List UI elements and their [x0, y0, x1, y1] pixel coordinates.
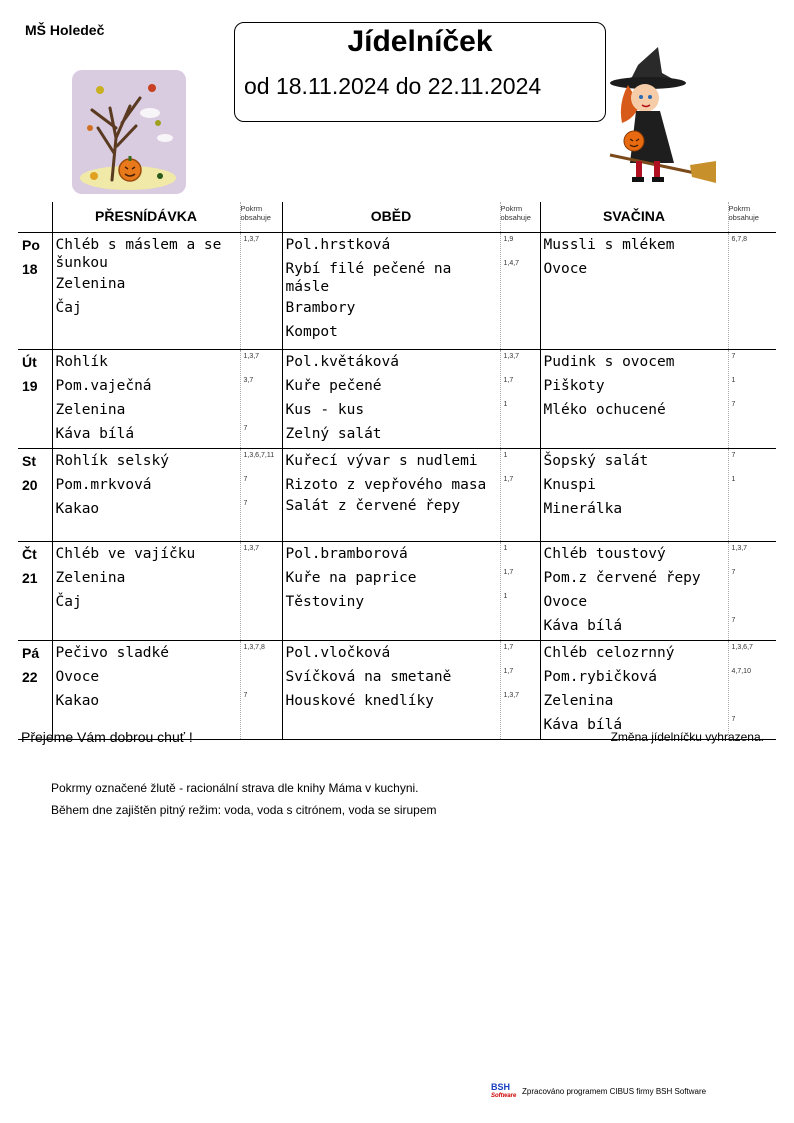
lunch-allergen-cell — [500, 350, 540, 449]
day-label — [18, 449, 52, 542]
lunch-item: Pol.květáková — [285, 354, 399, 370]
day-abbr: Út — [22, 354, 37, 370]
lunch-item: Zelný salát — [285, 426, 382, 442]
snack-allergens: 7 — [731, 401, 736, 408]
day-row — [18, 542, 776, 641]
lunch-item: Brambory — [285, 300, 356, 316]
lunch-cell — [282, 233, 500, 350]
breakfast-allergen-cell — [240, 350, 282, 449]
bon-appetit-text: Přejeme Vám dobrou chuť ! — [21, 729, 193, 745]
breakfast-allergen-header: Pokrm obsahuje — [240, 202, 282, 233]
lunch-allergens: 1,7 — [503, 569, 514, 576]
breakfast-allergens: 1,3,7 — [243, 353, 260, 360]
lunch-item: Kus - kus — [285, 402, 365, 418]
lunch-allergens: 1,3,7 — [503, 353, 520, 360]
lunch-allergens — [501, 323, 540, 347]
breakfast-allergens: 1,3,7,8 — [243, 644, 265, 651]
breakfast-allergens — [241, 590, 282, 614]
lunch-allergens: 1,7 — [503, 668, 514, 675]
breakfast-item: Pečivo sladké — [55, 645, 169, 661]
snack-header: SVAČINA — [540, 202, 728, 233]
snack-item: Knuspi — [543, 477, 596, 493]
lunch-allergens: 1 — [503, 401, 508, 408]
day-number: 22 — [22, 669, 38, 685]
day-number: 18 — [22, 261, 38, 277]
menu-table — [18, 202, 776, 740]
snack-allergen-cell — [728, 350, 776, 449]
lunch-header: OBĚD — [282, 202, 500, 233]
snack-item: Káva bílá — [543, 618, 623, 634]
breakfast-allergens: 7 — [243, 425, 248, 432]
breakfast-item: Čaj — [55, 300, 82, 316]
snack-item: Piškoty — [543, 378, 605, 394]
breakfast-item: Rohlík — [55, 354, 108, 370]
breakfast-allergen-cell — [240, 449, 282, 542]
lunch-cell — [282, 449, 500, 542]
snack-cell — [540, 641, 728, 740]
snack-item: Pudink s ovocem — [543, 354, 675, 370]
breakfast-cell — [52, 542, 240, 641]
breakfast-allergens: 1,3,7 — [243, 236, 260, 243]
lunch-allergens: 1 — [503, 452, 508, 459]
breakfast-item: Pom.vaječná — [55, 378, 152, 394]
snack-item: Zelenina — [543, 693, 614, 709]
breakfast-allergens: 7 — [243, 476, 248, 483]
lunch-allergen-header: Pokrm obsahuje — [500, 202, 540, 233]
lunch-allergens: 1,3,7 — [503, 692, 520, 699]
snack-allergens: 7 — [731, 353, 736, 360]
lunch-item: Salát z červené řepy — [285, 498, 461, 514]
breakfast-item: Zelenina — [55, 276, 126, 292]
lunch-item: Houskové knedlíky — [285, 693, 434, 709]
lunch-allergens: 1 — [503, 545, 508, 552]
breakfast-item: Ovoce — [55, 669, 100, 685]
lunch-item: Pol.bramborová — [285, 546, 408, 562]
lunch-cell — [282, 350, 500, 449]
software-credit: Zpracováno programem CIBUS firmy BSH Software — [522, 1087, 707, 1096]
lunch-item: Kompot — [285, 324, 338, 340]
breakfast-allergens — [241, 275, 282, 299]
breakfast-allergens — [241, 299, 282, 323]
breakfast-allergen-cell — [240, 233, 282, 350]
lunch-item: Kuře na paprice — [285, 570, 417, 586]
day-row — [18, 641, 776, 740]
lunch-allergens: 1 — [503, 593, 508, 600]
breakfast-cell — [52, 641, 240, 740]
rational-diet-note: Pokrmy označené žlutě - racionální strava dle knihy Máma v kuchyni. — [51, 781, 419, 795]
snack-item: Chléb celozrnný — [543, 645, 675, 661]
snack-cell — [540, 350, 728, 449]
breakfast-item: Zelenina — [55, 402, 126, 418]
day-abbr: Pá — [22, 645, 40, 661]
title-box — [234, 22, 606, 122]
lunch-item: Kuřecí vývar s nudlemi — [285, 453, 478, 469]
witch-illustration — [600, 43, 718, 198]
snack-allergen-cell — [728, 233, 776, 350]
breakfast-item: Kakao — [55, 693, 100, 709]
lunch-allergens: 1,7 — [503, 476, 514, 483]
day-number: 21 — [22, 570, 38, 586]
snack-item: Minerálka — [543, 501, 623, 517]
day-number: 20 — [22, 477, 38, 493]
lunch-allergens: 1,7 — [503, 377, 514, 384]
breakfast-cell — [52, 233, 240, 350]
day-row — [18, 233, 776, 350]
snack-item: Ovoce — [543, 261, 588, 277]
breakfast-item: Chléb s máslem a se šunkou — [55, 237, 222, 271]
bsh-logo-sub: Software — [491, 1093, 517, 1099]
snack-allergens: 7 — [731, 452, 736, 459]
snack-allergens — [729, 689, 777, 713]
day-row — [18, 449, 776, 542]
snack-allergen-cell — [728, 542, 776, 641]
lunch-cell — [282, 641, 500, 740]
lunch-item: Kuře pečené — [285, 378, 382, 394]
snack-allergens: 1,3,7 — [731, 545, 748, 552]
snack-allergen-cell — [728, 449, 776, 542]
snack-allergens: 7 — [731, 569, 736, 576]
breakfast-item: Kakao — [55, 501, 100, 517]
snack-allergen-cell — [728, 641, 776, 740]
snack-item: Chléb toustový — [543, 546, 666, 562]
menu-title: Jídelníček — [347, 25, 493, 58]
snack-item: Pom.z červené řepy — [543, 570, 701, 586]
bsh-logo — [491, 1083, 516, 1101]
snack-item: Mléko ochucené — [543, 402, 666, 418]
snack-cell — [540, 233, 728, 350]
snack-allergens: 1,3,6,7 — [731, 644, 753, 651]
lunch-allergen-cell — [500, 233, 540, 350]
lunch-item: Pol.hrstková — [285, 237, 391, 253]
snack-allergens — [729, 590, 777, 614]
breakfast-allergens — [241, 566, 282, 590]
snack-cell — [540, 542, 728, 641]
menu-period: od 18.11.2024 do 22.11.2024 — [244, 73, 542, 99]
day-abbr: St — [22, 453, 36, 469]
lunch-item: Rizoto z vepřového masa — [285, 477, 487, 493]
breakfast-item: Rohlík selský — [55, 453, 169, 469]
breakfast-cell — [52, 449, 240, 542]
lunch-item: Svíčková na smetaně — [285, 669, 452, 685]
menu-header-row — [18, 202, 776, 233]
lunch-item: Rybí filé pečené na másle — [285, 261, 452, 295]
snack-allergens: 6,7,8 — [731, 236, 748, 243]
lunch-allergens — [501, 422, 540, 446]
snack-allergens: 7 — [731, 716, 736, 723]
day-number: 19 — [22, 378, 38, 394]
breakfast-allergen-cell — [240, 641, 282, 740]
menu-change-note: Změna jídelníčku vyhrazena. — [610, 730, 764, 744]
breakfast-allergen-cell — [240, 542, 282, 641]
lunch-item: Těstoviny — [285, 594, 365, 610]
day-label — [18, 350, 52, 449]
snack-item: Káva bílá — [543, 717, 623, 733]
breakfast-allergens: 7 — [243, 692, 248, 699]
snack-item: Šopský salát — [543, 453, 649, 469]
breakfast-allergens: 1,3,6,7,11 — [243, 452, 275, 459]
snack-allergens: 7 — [731, 617, 736, 624]
lunch-allergen-cell — [500, 449, 540, 542]
breakfast-allergens: 3,7 — [243, 377, 254, 384]
breakfast-item: Chléb ve vajíčku — [55, 546, 196, 562]
drinking-regime-note: Během dne zajištěn pitný režim: voda, voda s citrónem, voda se sirupem — [51, 803, 437, 817]
day-row — [18, 350, 776, 449]
day-abbr: Po — [22, 237, 40, 253]
lunch-allergens — [501, 299, 540, 323]
snack-item: Pom.rybičková — [543, 669, 657, 685]
lunch-item: Pol.vločková — [285, 645, 391, 661]
lunch-allergens: 1,9 — [503, 236, 514, 243]
snack-allergens — [729, 497, 777, 521]
lunch-allergen-cell — [500, 641, 540, 740]
day-abbr: Čt — [22, 546, 37, 562]
breakfast-allergens — [241, 665, 282, 689]
breakfast-item: Čaj — [55, 594, 82, 610]
breakfast-header: PŘESNÍDÁVKA — [52, 202, 240, 233]
lunch-allergens — [501, 515, 540, 539]
bsh-logo-text: BSH — [491, 1082, 511, 1092]
snack-cell — [540, 449, 728, 542]
breakfast-item: Zelenina — [55, 570, 126, 586]
snack-allergens: 4,7,10 — [731, 668, 751, 675]
breakfast-item: Káva bílá — [55, 426, 135, 442]
lunch-allergens: 1,7 — [503, 644, 514, 651]
breakfast-allergens: 7 — [243, 500, 248, 507]
breakfast-cell — [52, 350, 240, 449]
snack-allergens: 1 — [731, 476, 736, 483]
lunch-allergens: 1,4,7 — [503, 260, 520, 267]
school-name: MŠ Holedeč — [25, 22, 105, 38]
snack-item: Ovoce — [543, 594, 588, 610]
breakfast-allergens: 1,3,7 — [243, 545, 260, 552]
autumn-tree-illustration — [70, 68, 188, 196]
snack-allergens: 1 — [731, 377, 736, 384]
snack-item: Mussli s mlékem — [543, 237, 675, 253]
day-label — [18, 542, 52, 641]
day-label — [18, 641, 52, 740]
lunch-cell — [282, 542, 500, 641]
snack-allergen-header: Pokrm obsahuje — [728, 202, 776, 233]
lunch-allergen-cell — [500, 542, 540, 641]
day-header — [18, 202, 52, 233]
snack-allergens — [729, 257, 777, 281]
breakfast-item: Pom.mrkvová — [55, 477, 152, 493]
day-label — [18, 233, 52, 350]
breakfast-allergens — [241, 398, 282, 422]
